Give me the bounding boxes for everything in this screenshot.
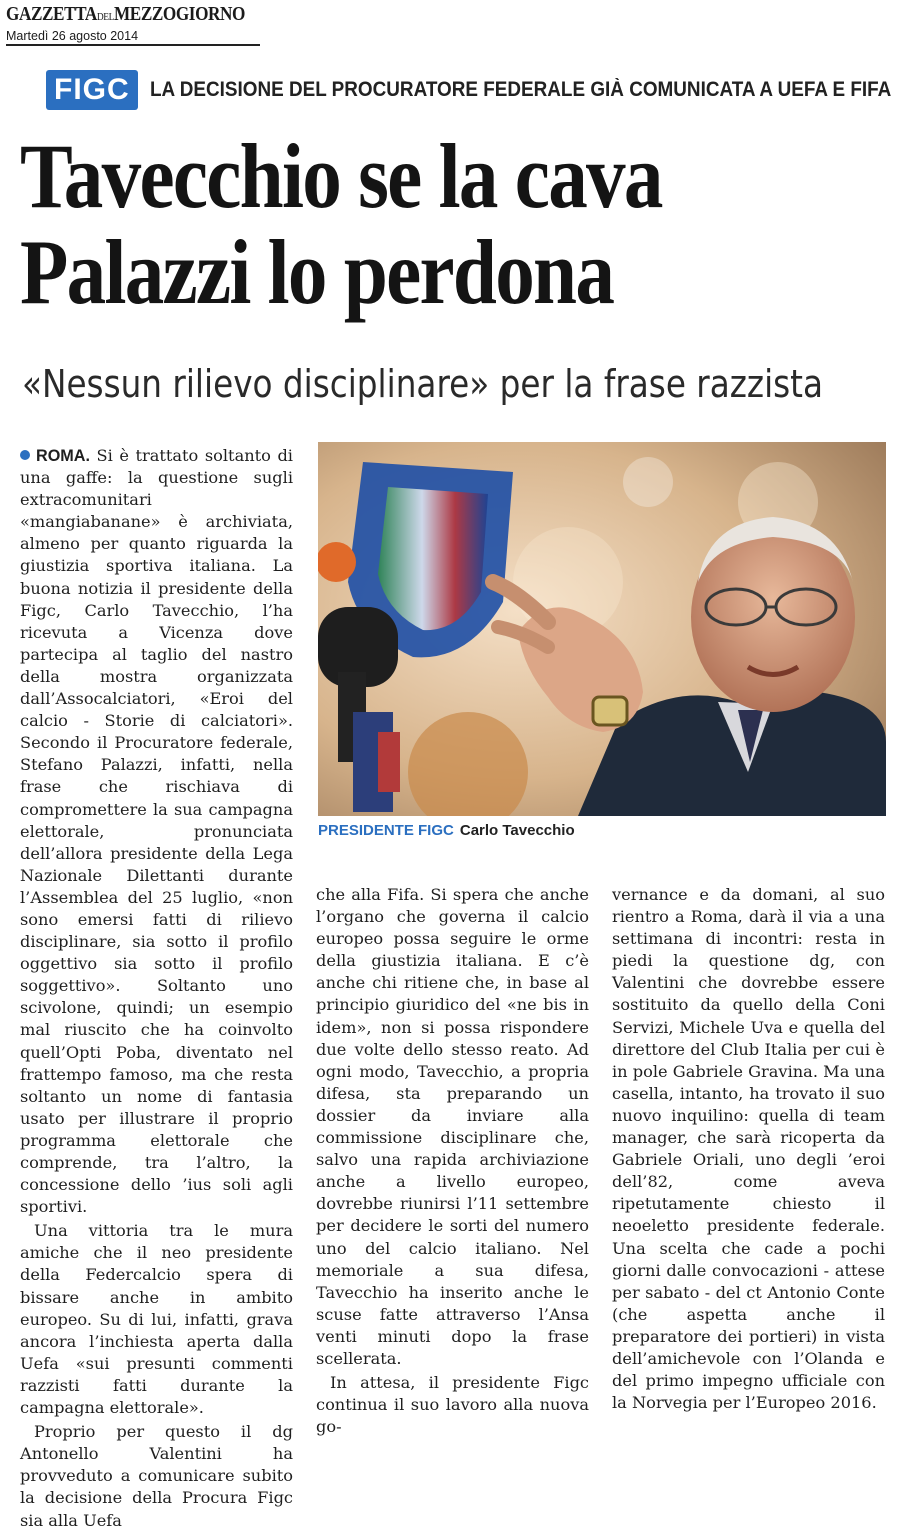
paragraph: Si è trattato soltanto di una gaffe: la questione sugli extracomunitari «mangiabanane» è archiviata, almeno per quanto riguarda la giustizia sportiva italiana. La buona notizia il presidente della Figc, Carlo Tavecchio, l’ha ricevuta a Vicenza dove partecipa al taglio del nastro della mostra organizzata dall’Assocalciatori, «Eroi del calcio - Storie di calciatori». Secondo il Procuratore federale, Stefano Palazzi, infatti, nella frase che rischiava di compromettere la sua campagna elettorale, pronunciata dell’allora presidente della Lega Nazionale Dilettanti durante l’Assemblea del 25 luglio, «non sono emersi fatti di rilievo disciplinare, sia sotto il profilo oggettivo sia sotto il profilo soggettivo». Soltanto uno scivolone, quindi; un esempio mal riuscito che ha coinvolto quell’Opti Poba, diventato nel frattempo famoso, ma che resta soltanto un nome di fantasia usato per illustrare il proprio programma elettorale che comprende, tra l’altro, la concessione dello ’ius soli agli sportivi. [20, 446, 293, 1217]
article-column-3 [612, 884, 885, 1414]
kicker-text: LA DECISIONE DEL PROCURATORE FEDERALE GIÀ COMUNICATA A UEFA E FIFA [149, 78, 892, 101]
photo-carlo-tavecchio [318, 442, 886, 816]
newspaper-name: GAZZETTADELMEZZOGIORNO [6, 3, 245, 25]
headline-line-2: Palazzi lo perdona [20, 221, 614, 323]
dateline: ROMA. [36, 447, 90, 465]
paragraph: vernance e da domani, al suo rientro a Roma, darà il via a una settimana di incontri: resta in piedi la questione dg, con Valentini che dovrebbe essere sostituito da quello della Coni Servizi, Michele Uva e quella del direttore del Club Italia per cui è in pole Gabriele Gravina. Ma una casella, intanto, ha trovato il suo nuovo inquilino: quella di team manager, che sarà ricoperta da Gabriele Oriali, uno degli ’eroi dell’82, come aveva ripetutamente chiesto il neoeletto presidente federale. Una scelta che cade a pochi giorni dalle convocazioni - attese per sabato - del ct Antonio Conte (che aspetta anche il preparatore dei portieri) in vista dell’amichevole con l’Olanda e del primo impegno ufficiale con la Norvegia per l’Europeo 2016. [612, 885, 885, 1413]
masthead [6, 2, 260, 46]
paragraph: In attesa, il presidente Figc continua il suo lavoro alla nuova go- [316, 1373, 589, 1437]
paragraph: che alla Fifa. Si spera che anche l’organo che governa il calcio europeo possa seguire le orme della giustizia italiana. E c’è anche chi ritiene che, in base al principio giuridico del «ne bis in idem», non si possa rispondere due volte dello stesso reato. Ad ogni modo, Tavecchio, a propria difesa, sta preparando un dossier da inviare alla commissione disciplinare che, salvo una rapida archiviazione anche a livello europeo, dovrebbe riunirsi l’11 settembre per decidere le sorti del numero uno del calcio italiano. Nel memoriale a sua difesa, Tavecchio ha inserito anche le scuse fatte attraverso l’Ansa venti minuti dopo la frase scellerata. [316, 885, 589, 1368]
caption-name: Carlo Tavecchio [459, 822, 575, 839]
article-column-1 [20, 445, 293, 1532]
paragraph: Una vittoria tra le mura amiche che il neo presidente della Federcalcio spera di bissare anche in ambito europeo. Su di lui, infatti, grava ancora l’inchiesta aperta dalla Uefa «sui presunti commenti razzisti fatti durante la campagna elettorale». [20, 1221, 293, 1418]
caption-label: PRESIDENTE FIGC [318, 822, 454, 839]
kicker [46, 70, 905, 110]
article-column-2 [316, 884, 589, 1438]
bullet-icon [20, 450, 30, 460]
headline [20, 125, 900, 323]
subheadline: «Nessun rilievo disciplinare» per la frase razzista [22, 362, 824, 406]
section-badge: FIGC [46, 70, 138, 110]
paragraph: Proprio per questo il dg Antonello Valentini ha provveduto a comunicare subito la decisione della Procura Figc sia alla Uefa [20, 1422, 293, 1530]
publication-date: Martedì 26 agosto 2014 [6, 29, 139, 43]
press-conference-photo [318, 442, 886, 816]
photo-caption [318, 822, 575, 839]
headline-line-1: Tavecchio se la cava [20, 125, 662, 227]
